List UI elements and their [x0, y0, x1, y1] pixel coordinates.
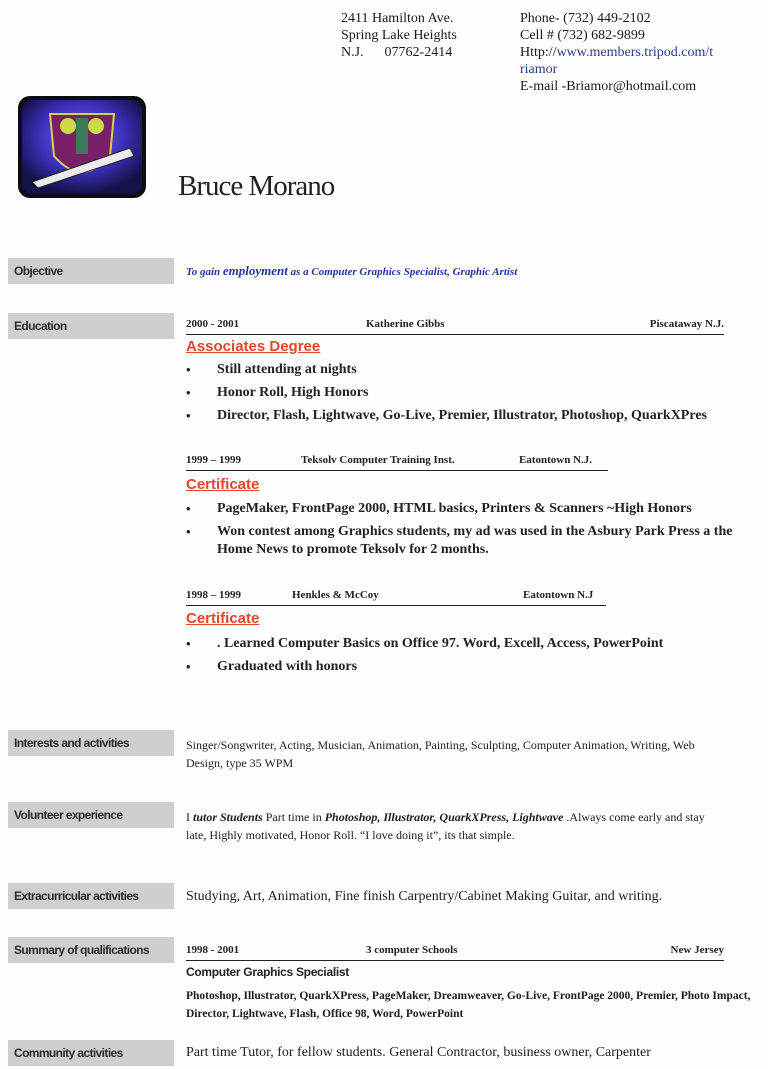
edu3-credential: Certificate: [186, 610, 260, 627]
person-name: Bruce Morano: [178, 170, 335, 202]
list-item: • Director, Flash, Lightwave, Go-Live, Premier, Illustrator, Photoshop, QuarkXPres: [186, 407, 766, 425]
objective-text: [186, 263, 517, 279]
logo: [18, 96, 146, 198]
section-label-objective: Objective: [8, 258, 174, 284]
volunteer-p2: Part time in: [262, 810, 325, 824]
section-label-community: Community activities: [8, 1040, 174, 1066]
summary-header: [186, 944, 724, 961]
summary-location: New Jersey: [670, 944, 724, 956]
education-entry-2-header: [186, 454, 608, 471]
volunteer-p3: .Always come early and stay late, Highly motivated, Honor Roll. “I love doing it”, its that simple.: [186, 810, 705, 842]
edu3-years: 1998 – 1999: [186, 589, 241, 601]
summary-years: 1998 - 2001: [186, 944, 240, 956]
community-text: Part time Tutor, for fellow students. General Contractor, business owner, Carpenter: [186, 1045, 651, 1060]
summary-title: Computer Graphics Specialist: [186, 965, 349, 979]
section-label-volunteer: Volunteer experience: [8, 802, 174, 828]
education-entry-1-header: [186, 318, 724, 335]
list-item: • Still attending at nights: [186, 361, 766, 379]
phone: Phone- (732) 449-2102: [520, 11, 651, 26]
extracurricular-text: Studying, Art, Animation, Fine finish Carpentry/Cabinet Making Guitar, and writing.: [186, 889, 663, 904]
section-label-interests: Interests and activities: [8, 730, 174, 756]
url-line2: riamor: [520, 62, 558, 77]
list-item: • . Learned Computer Basics on Office 97. Word, Excell, Access, PowerPoint: [186, 635, 766, 653]
address-block: [341, 10, 511, 61]
address-city: Spring Lake Heights: [341, 28, 457, 43]
section-label-education: Education: [8, 313, 174, 339]
contact-block: [520, 10, 756, 95]
summary-skills: Photoshop, Illustrator, QuarkXPress, PageMaker, Dreamweaver, Go-Live, FrontPage 2000, Premier, Photo Impact, Director, Lightwave, Flash, Office 98, Word, PowerPoint: [186, 990, 751, 1020]
list-item: • PageMaker, FrontPage 2000, HTML basics, Printers & Scanners ~High Honors: [186, 500, 766, 518]
education-entry-3-header: [186, 589, 606, 606]
list-item: • Graduated with honors: [186, 658, 766, 676]
edu2-bullets: [186, 500, 766, 564]
edu3-bullets: [186, 635, 766, 681]
edu1-location: Piscataway N.J.: [649, 318, 724, 330]
edu2-credential: Certificate: [186, 476, 260, 493]
edu2-school: Teksolv Computer Training Inst.: [301, 454, 455, 466]
logo-graphic: [18, 96, 146, 198]
address-state-zip: N.J. 07762-2414: [341, 45, 453, 60]
edu2-years: 1999 – 1999: [186, 454, 241, 466]
edu3-location: Eatontown N.J: [523, 589, 594, 601]
url-prefix: Http://: [520, 45, 557, 60]
edu1-years: 2000 - 2001: [186, 318, 240, 330]
volunteer-text: [186, 808, 726, 844]
objective-pre: To gain: [186, 266, 223, 278]
url-line1: www.members.tripod.com/t: [556, 45, 714, 60]
edu1-bullets: [186, 361, 766, 430]
website-link[interactable]: [520, 44, 756, 61]
volunteer-e1: tutor Students: [193, 810, 263, 824]
objective-post: as a Computer Graphics Specialist, Graphic Artist: [287, 266, 518, 278]
volunteer-e2: Photoshop, Illustrator, QuarkXPress, Lightwave: [324, 810, 564, 824]
interests-text: Singer/Songwriter, Acting, Musician, Animation, Painting, Sculpting, Computer Animation, Writing, Web Design, type 35 WPM: [186, 738, 695, 770]
email: E-mail -Briamor@hotmail.com: [520, 79, 697, 94]
volunteer-p1: I: [186, 810, 193, 824]
list-item: • Won contest among Graphics students, my ad was used in the Asbury Park Press a the Home News to promote Teksolv for 2 months.: [186, 523, 766, 559]
cell: Cell # (732) 682-9899: [520, 28, 645, 43]
list-item: • Honor Roll, High Honors: [186, 384, 766, 402]
objective-emph: employment: [222, 263, 288, 278]
section-label-extracurricular: Extracurricular activities: [8, 883, 174, 909]
section-label-summary: Summary of qualifications: [8, 937, 174, 963]
summary-schools: 3 computer Schools: [366, 944, 458, 956]
edu1-credential: Associates Degree: [186, 338, 321, 355]
edu2-location: Eatontown N.J.: [519, 454, 593, 466]
edu3-school: Henkles & McCoy: [292, 589, 379, 601]
edu1-school: Katherine Gibbs: [366, 318, 445, 330]
address-street: 2411 Hamilton Ave.: [341, 11, 454, 26]
